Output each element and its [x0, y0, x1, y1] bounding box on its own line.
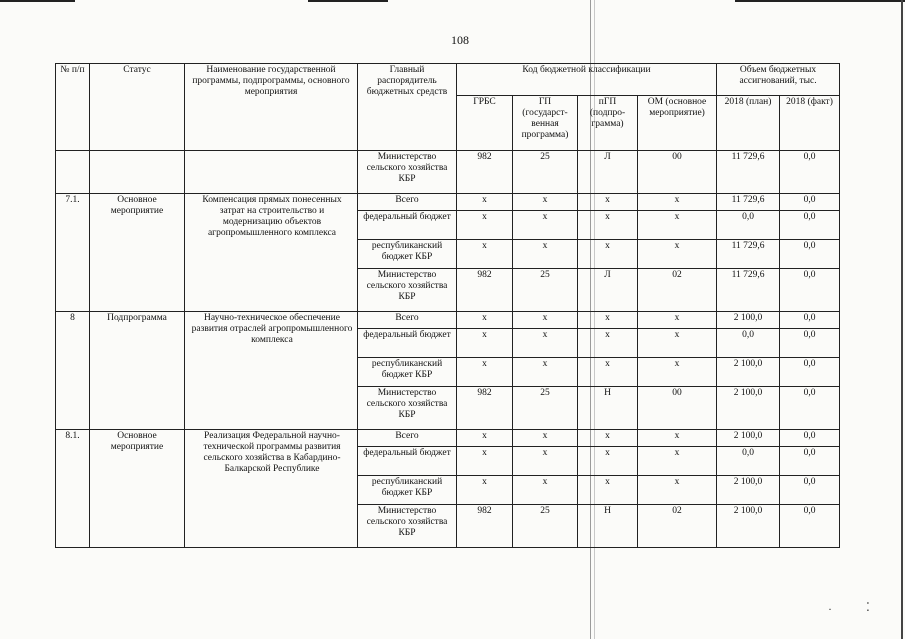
cell-plan: 11 729,6: [717, 269, 780, 312]
header-num: № п/п: [56, 64, 90, 151]
cell-fact: 0,0: [780, 211, 840, 240]
cell-plan: 2 100,0: [717, 312, 780, 329]
cell-grbs: х: [457, 211, 513, 240]
table-body: [56, 151, 840, 548]
cell-manager: Министерство сельского хозяйства КБР: [358, 151, 457, 194]
cell-status: Основное мероприятие: [90, 194, 185, 312]
cell-grbs: 982: [457, 269, 513, 312]
cell-pgp: Л: [578, 269, 638, 312]
header-pgp: пГП (подпро-грамма): [578, 96, 638, 151]
cell-grbs: 982: [457, 387, 513, 430]
page-number: 108: [451, 33, 469, 47]
cell-om: х: [638, 430, 717, 447]
scan-speck: ·: [828, 602, 832, 616]
cell-plan: 11 729,6: [717, 194, 780, 211]
table-row: [56, 194, 840, 211]
scan-speck: ⁚: [866, 600, 870, 614]
cell-status: Подпрограмма: [90, 312, 185, 430]
header-manager: Главный распорядитель бюджетных средств: [358, 64, 457, 151]
cell-grbs: х: [457, 329, 513, 358]
table-row: [56, 312, 840, 329]
cell-num: 8: [56, 312, 90, 430]
cell-pgp: х: [578, 194, 638, 211]
cell-plan: 0,0: [717, 211, 780, 240]
cell-plan: 2 100,0: [717, 505, 780, 548]
cell-num: [56, 151, 90, 194]
cell-grbs: х: [457, 476, 513, 505]
cell-pgp: х: [578, 240, 638, 269]
cell-pgp: х: [578, 358, 638, 387]
cell-plan: 2 100,0: [717, 358, 780, 387]
cell-om: х: [638, 447, 717, 476]
cell-name: [185, 151, 358, 194]
cell-manager: республиканский бюджет КБР: [358, 476, 457, 505]
cell-pgp: х: [578, 476, 638, 505]
cell-manager: Министерство сельского хозяйства КБР: [358, 269, 457, 312]
cell-manager: Министерство сельского хозяйства КБР: [358, 505, 457, 548]
cell-om: х: [638, 312, 717, 329]
cell-manager: Всего: [358, 312, 457, 329]
cell-pgp: х: [578, 312, 638, 329]
cell-gp: х: [513, 312, 578, 329]
cell-gp: 25: [513, 269, 578, 312]
cell-grbs: х: [457, 240, 513, 269]
header-fact: 2018 (факт): [780, 96, 840, 151]
table-row: [56, 151, 840, 194]
cell-plan: 0,0: [717, 329, 780, 358]
cell-plan: 2 100,0: [717, 476, 780, 505]
cell-name: Реализация Федеральной научно-технической программы развития сельского хозяйства в Кабардино-Балкарской Республике: [185, 430, 358, 548]
cell-grbs: х: [457, 194, 513, 211]
cell-manager: Всего: [358, 430, 457, 447]
cell-fact: 0,0: [780, 194, 840, 211]
cell-grbs: х: [457, 430, 513, 447]
cell-plan: 11 729,6: [717, 240, 780, 269]
scan-artifact-line: [0, 0, 75, 2]
header-gp: ГП (государст-венная программа): [513, 96, 578, 151]
cell-gp: х: [513, 194, 578, 211]
page-edge-line: [901, 0, 903, 639]
cell-pgp: х: [578, 430, 638, 447]
cell-fact: 0,0: [780, 312, 840, 329]
header-om: ОМ (основное мероприятие): [638, 96, 717, 151]
cell-fact: 0,0: [780, 269, 840, 312]
scan-artifact-line: [735, 0, 905, 2]
cell-gp: х: [513, 240, 578, 269]
cell-grbs: 982: [457, 505, 513, 548]
cell-gp: 25: [513, 151, 578, 194]
cell-manager: Министерство сельского хозяйства КБР: [358, 387, 457, 430]
cell-manager: республиканский бюджет КБР: [358, 240, 457, 269]
cell-om: 02: [638, 505, 717, 548]
cell-manager: республиканский бюджет КБР: [358, 358, 457, 387]
cell-name: Научно-техническое обеспечение развития отраслей агропромышленного комплекса: [185, 312, 358, 430]
cell-manager: федеральный бюджет: [358, 211, 457, 240]
table-row: [56, 430, 840, 447]
header-name: Наименование государственной программы, подпрограммы, основного мероприятия: [185, 64, 358, 151]
cell-manager: федеральный бюджет: [358, 447, 457, 476]
cell-manager: Всего: [358, 194, 457, 211]
cell-pgp: х: [578, 447, 638, 476]
scan-artifact-line: [308, 0, 388, 2]
cell-fact: 0,0: [780, 240, 840, 269]
cell-om: х: [638, 211, 717, 240]
header-plan: 2018 (план): [717, 96, 780, 151]
cell-num: 8.1.: [56, 430, 90, 548]
cell-om: х: [638, 358, 717, 387]
cell-om: х: [638, 476, 717, 505]
header-volume: Объем бюджетных ассигнований, тыс.: [717, 64, 840, 96]
cell-plan: 2 100,0: [717, 430, 780, 447]
cell-gp: х: [513, 211, 578, 240]
cell-pgp: х: [578, 211, 638, 240]
cell-gp: 25: [513, 505, 578, 548]
cell-status: Основное мероприятие: [90, 430, 185, 548]
cell-om: 00: [638, 151, 717, 194]
cell-plan: 11 729,6: [717, 151, 780, 194]
cell-fact: 0,0: [780, 151, 840, 194]
cell-gp: х: [513, 430, 578, 447]
budget-table: [55, 63, 840, 548]
cell-om: 00: [638, 387, 717, 430]
cell-om: х: [638, 329, 717, 358]
header-grbs: ГРБС: [457, 96, 513, 151]
cell-plan: 2 100,0: [717, 387, 780, 430]
cell-fact: 0,0: [780, 447, 840, 476]
cell-grbs: 982: [457, 151, 513, 194]
header-kbk: Код бюджетной классификации: [457, 64, 717, 96]
cell-manager: федеральный бюджет: [358, 329, 457, 358]
cell-fact: 0,0: [780, 505, 840, 548]
cell-fact: 0,0: [780, 358, 840, 387]
cell-gp: х: [513, 476, 578, 505]
cell-pgp: х: [578, 329, 638, 358]
cell-grbs: х: [457, 358, 513, 387]
cell-status: [90, 151, 185, 194]
cell-fact: 0,0: [780, 329, 840, 358]
cell-om: 02: [638, 269, 717, 312]
cell-fact: 0,0: [780, 430, 840, 447]
cell-plan: 0,0: [717, 447, 780, 476]
header-status: Статус: [90, 64, 185, 151]
cell-name: Компенсация прямых понесенных затрат на строительство и модернизацию объектов агропромышленного комплекса: [185, 194, 358, 312]
cell-grbs: х: [457, 447, 513, 476]
cell-gp: 25: [513, 387, 578, 430]
cell-om: х: [638, 240, 717, 269]
cell-fact: 0,0: [780, 387, 840, 430]
cell-gp: х: [513, 329, 578, 358]
cell-num: 7.1.: [56, 194, 90, 312]
cell-grbs: х: [457, 312, 513, 329]
cell-pgp: Л: [578, 151, 638, 194]
cell-gp: х: [513, 358, 578, 387]
cell-pgp: Н: [578, 505, 638, 548]
cell-fact: 0,0: [780, 476, 840, 505]
cell-gp: х: [513, 447, 578, 476]
cell-om: х: [638, 194, 717, 211]
cell-pgp: Н: [578, 387, 638, 430]
